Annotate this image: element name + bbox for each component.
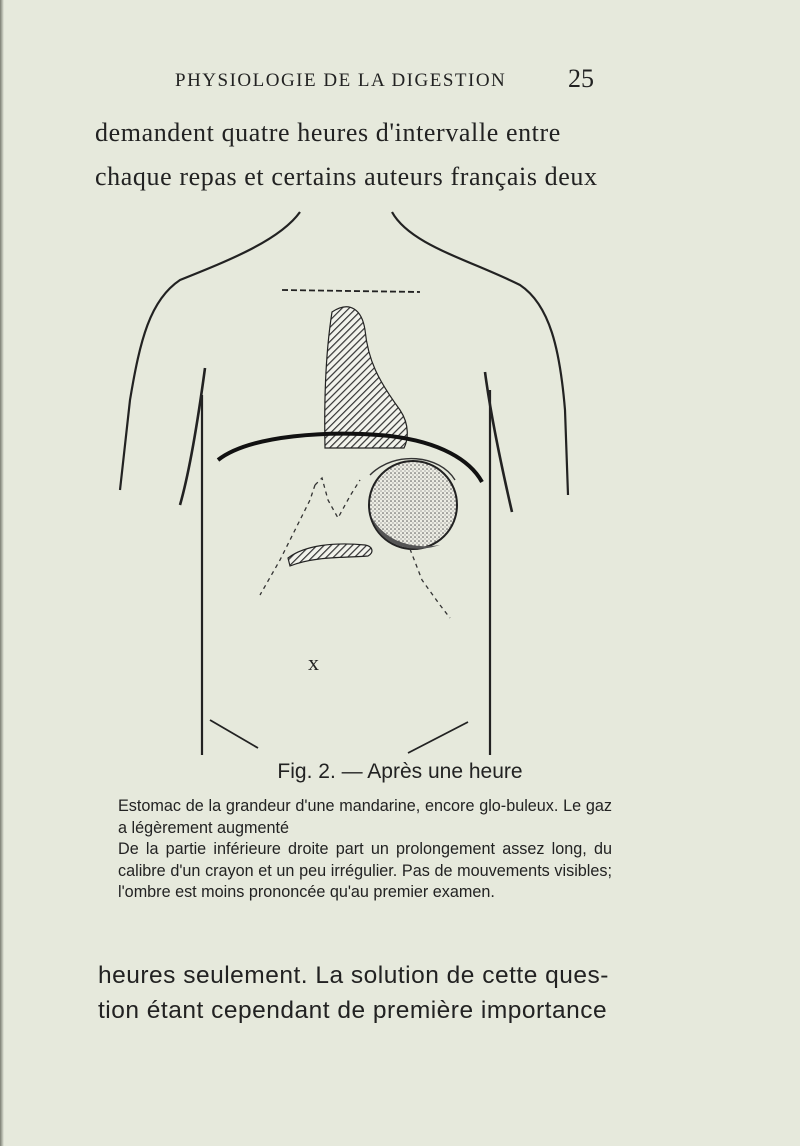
dotted-outline-left	[260, 485, 315, 595]
running-title: PHYSIOLOGIE DE LA DIGESTION	[175, 70, 507, 91]
legend-paragraph-1: Estomac de la grandeur d'une mandarine, encore glo-buleux. Le gaz a légèrement augmenté	[118, 797, 612, 837]
page-number: 25	[568, 64, 594, 93]
stomach-globe	[369, 461, 457, 549]
figure-caption: Fig. 2. — Après une heure	[277, 760, 523, 783]
umbilicus-marker: x	[308, 650, 319, 675]
left-shoulder-outline	[120, 212, 300, 490]
body-line-1: demandent quatre heures d'intervalle entre	[95, 118, 561, 147]
lower-right-line	[408, 722, 468, 753]
body-line-4: tion étant cependant de première importance	[98, 997, 608, 1024]
page-edge-shadow	[0, 0, 4, 1146]
right-shoulder-outline	[392, 212, 568, 495]
body-line-2: chaque repas et certains auteurs français deux	[95, 162, 598, 191]
stomach-prolongation	[288, 544, 372, 566]
legend-paragraph-2: De la partie inférieure droite part un prolongement assez long, du calibre d'un crayon et un peu irrégulier. Pas de mouvements visibles; l'ombre est moins prononcée qu'au premier examen.	[118, 840, 612, 901]
figure-legend	[118, 796, 612, 904]
diaphragm-dashed-line	[282, 290, 420, 292]
dotted-outline-peak	[315, 478, 360, 518]
dotted-outline-right	[410, 549, 450, 618]
lower-left-line	[210, 720, 258, 748]
body-line-3: heures seulement. La solution de cette ques-	[98, 962, 609, 989]
radiograph-diagram	[110, 200, 590, 755]
heart-shadow	[325, 307, 408, 448]
